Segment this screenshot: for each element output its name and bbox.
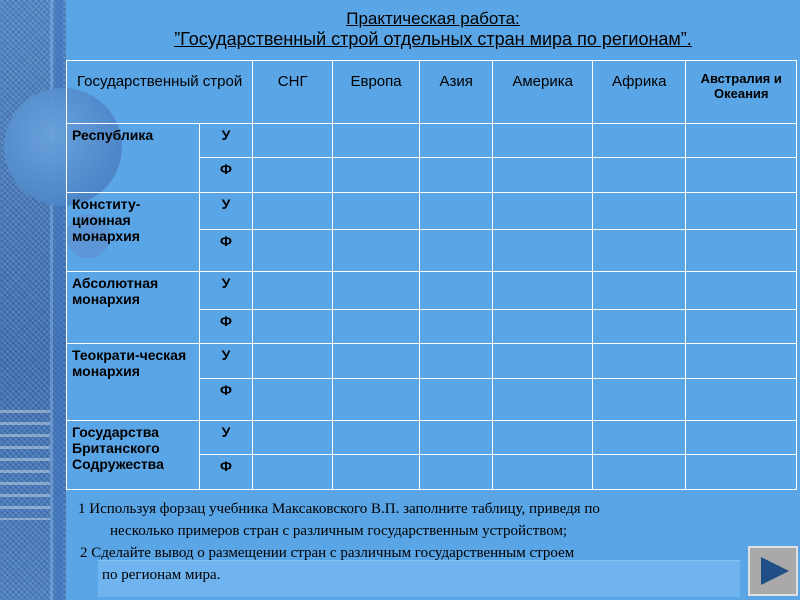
header-government-structure: Государственный строй [67, 61, 253, 124]
table-cell[interactable] [493, 123, 593, 157]
table-cell[interactable] [253, 229, 333, 271]
table-cell[interactable] [333, 378, 420, 420]
sub-label: У [199, 344, 253, 378]
header-region: Азия [419, 61, 492, 124]
table-cell[interactable] [686, 192, 797, 229]
table-cell[interactable] [592, 309, 686, 343]
assignment-instructions [76, 498, 736, 586]
header-region: Африка [592, 61, 686, 124]
page-title [66, 8, 800, 50]
table-cell[interactable] [686, 344, 797, 378]
table-cell[interactable] [493, 192, 593, 229]
sub-label: Ф [199, 455, 253, 490]
table-cell[interactable] [686, 455, 797, 490]
table-cell[interactable] [592, 158, 686, 192]
table-cell[interactable] [493, 421, 593, 455]
instruction-1-line-1: 1 Используя форзац учебника Максаковского В.П. заполните таблицу, приведя по [78, 501, 600, 517]
header-region: Европа [333, 61, 420, 124]
table-cell[interactable] [333, 158, 420, 192]
table-cell[interactable] [493, 344, 593, 378]
table-cell[interactable] [592, 344, 686, 378]
table-cell[interactable] [333, 421, 420, 455]
table-cell[interactable] [253, 455, 333, 490]
table-cell[interactable] [686, 421, 797, 455]
table-cell[interactable] [493, 378, 593, 420]
table-cell[interactable] [253, 272, 333, 309]
table-cell[interactable] [419, 123, 492, 157]
table-row [67, 421, 797, 455]
table-cell[interactable] [493, 158, 593, 192]
play-next-icon [759, 555, 791, 587]
table-cell[interactable] [592, 378, 686, 420]
sub-label: У [199, 272, 253, 309]
table-cell[interactable] [419, 192, 492, 229]
title-line-2: ”Государственный строй отдельных стран мира по регионам”. [174, 29, 692, 49]
table-cell[interactable] [333, 309, 420, 343]
table-cell[interactable] [333, 123, 420, 157]
table-cell[interactable] [493, 455, 593, 490]
table-cell[interactable] [419, 309, 492, 343]
table-cell[interactable] [419, 378, 492, 420]
table-cell[interactable] [592, 272, 686, 309]
table-cell[interactable] [686, 272, 797, 309]
table-cell[interactable] [253, 309, 333, 343]
header-region: Австралия и Океания [686, 61, 797, 124]
sub-label: Ф [199, 158, 253, 192]
table-row [67, 192, 797, 229]
table-cell[interactable] [686, 229, 797, 271]
table-cell[interactable] [419, 158, 492, 192]
table-cell[interactable] [253, 344, 333, 378]
table-cell[interactable] [253, 421, 333, 455]
sub-label: У [199, 421, 253, 455]
table-cell[interactable] [493, 309, 593, 343]
table-cell[interactable] [419, 455, 492, 490]
decorative-stripes [0, 410, 50, 520]
table-cell[interactable] [592, 229, 686, 271]
table-cell[interactable] [493, 272, 593, 309]
table-cell[interactable] [419, 272, 492, 309]
table-cell[interactable] [592, 123, 686, 157]
sub-label: У [199, 123, 253, 157]
sub-label: Ф [199, 229, 253, 271]
table-cell[interactable] [592, 455, 686, 490]
sub-label: Ф [199, 309, 253, 343]
table-cell[interactable] [419, 344, 492, 378]
table-cell[interactable] [333, 344, 420, 378]
table-cell[interactable] [253, 158, 333, 192]
table-cell[interactable] [253, 192, 333, 229]
row-label: Абсолютная монархия [67, 272, 200, 344]
table-cell[interactable] [333, 272, 420, 309]
row-label: Республика [67, 123, 200, 192]
table-cell[interactable] [253, 123, 333, 157]
sub-label: Ф [199, 378, 253, 420]
table-cell[interactable] [493, 229, 593, 271]
table-row [67, 123, 797, 157]
table-cell[interactable] [333, 192, 420, 229]
table-cell[interactable] [333, 229, 420, 271]
next-slide-button[interactable] [748, 546, 798, 596]
sub-label: У [199, 192, 253, 229]
table-cell[interactable] [419, 229, 492, 271]
table-cell[interactable] [419, 421, 492, 455]
table-cell[interactable] [253, 378, 333, 420]
government-structure-table [66, 60, 797, 490]
header-region: Америка [493, 61, 593, 124]
table-cell[interactable] [686, 378, 797, 420]
table-row [67, 272, 797, 309]
header-region: СНГ [253, 61, 333, 124]
instruction-2-line-1: 2 Сделайте вывод о размещении стран с различным государственным строем [80, 545, 575, 561]
table-cell[interactable] [686, 309, 797, 343]
instruction-2-line-2: по регионам мира. [102, 567, 221, 583]
row-label: Теократи-ческая монархия [67, 344, 200, 421]
table-cell[interactable] [592, 421, 686, 455]
title-line-1: Практическая работа: [346, 9, 520, 28]
row-label: Государства Британского Содружества [67, 421, 200, 490]
table-cell[interactable] [592, 192, 686, 229]
instruction-1-line-2: несколько примеров стран с различным государственным устройством; [110, 523, 568, 539]
table-cell[interactable] [686, 123, 797, 157]
row-label: Конститу-ционная монархия [67, 192, 200, 272]
table-cell[interactable] [686, 158, 797, 192]
table-row [67, 344, 797, 378]
table-cell[interactable] [333, 455, 420, 490]
